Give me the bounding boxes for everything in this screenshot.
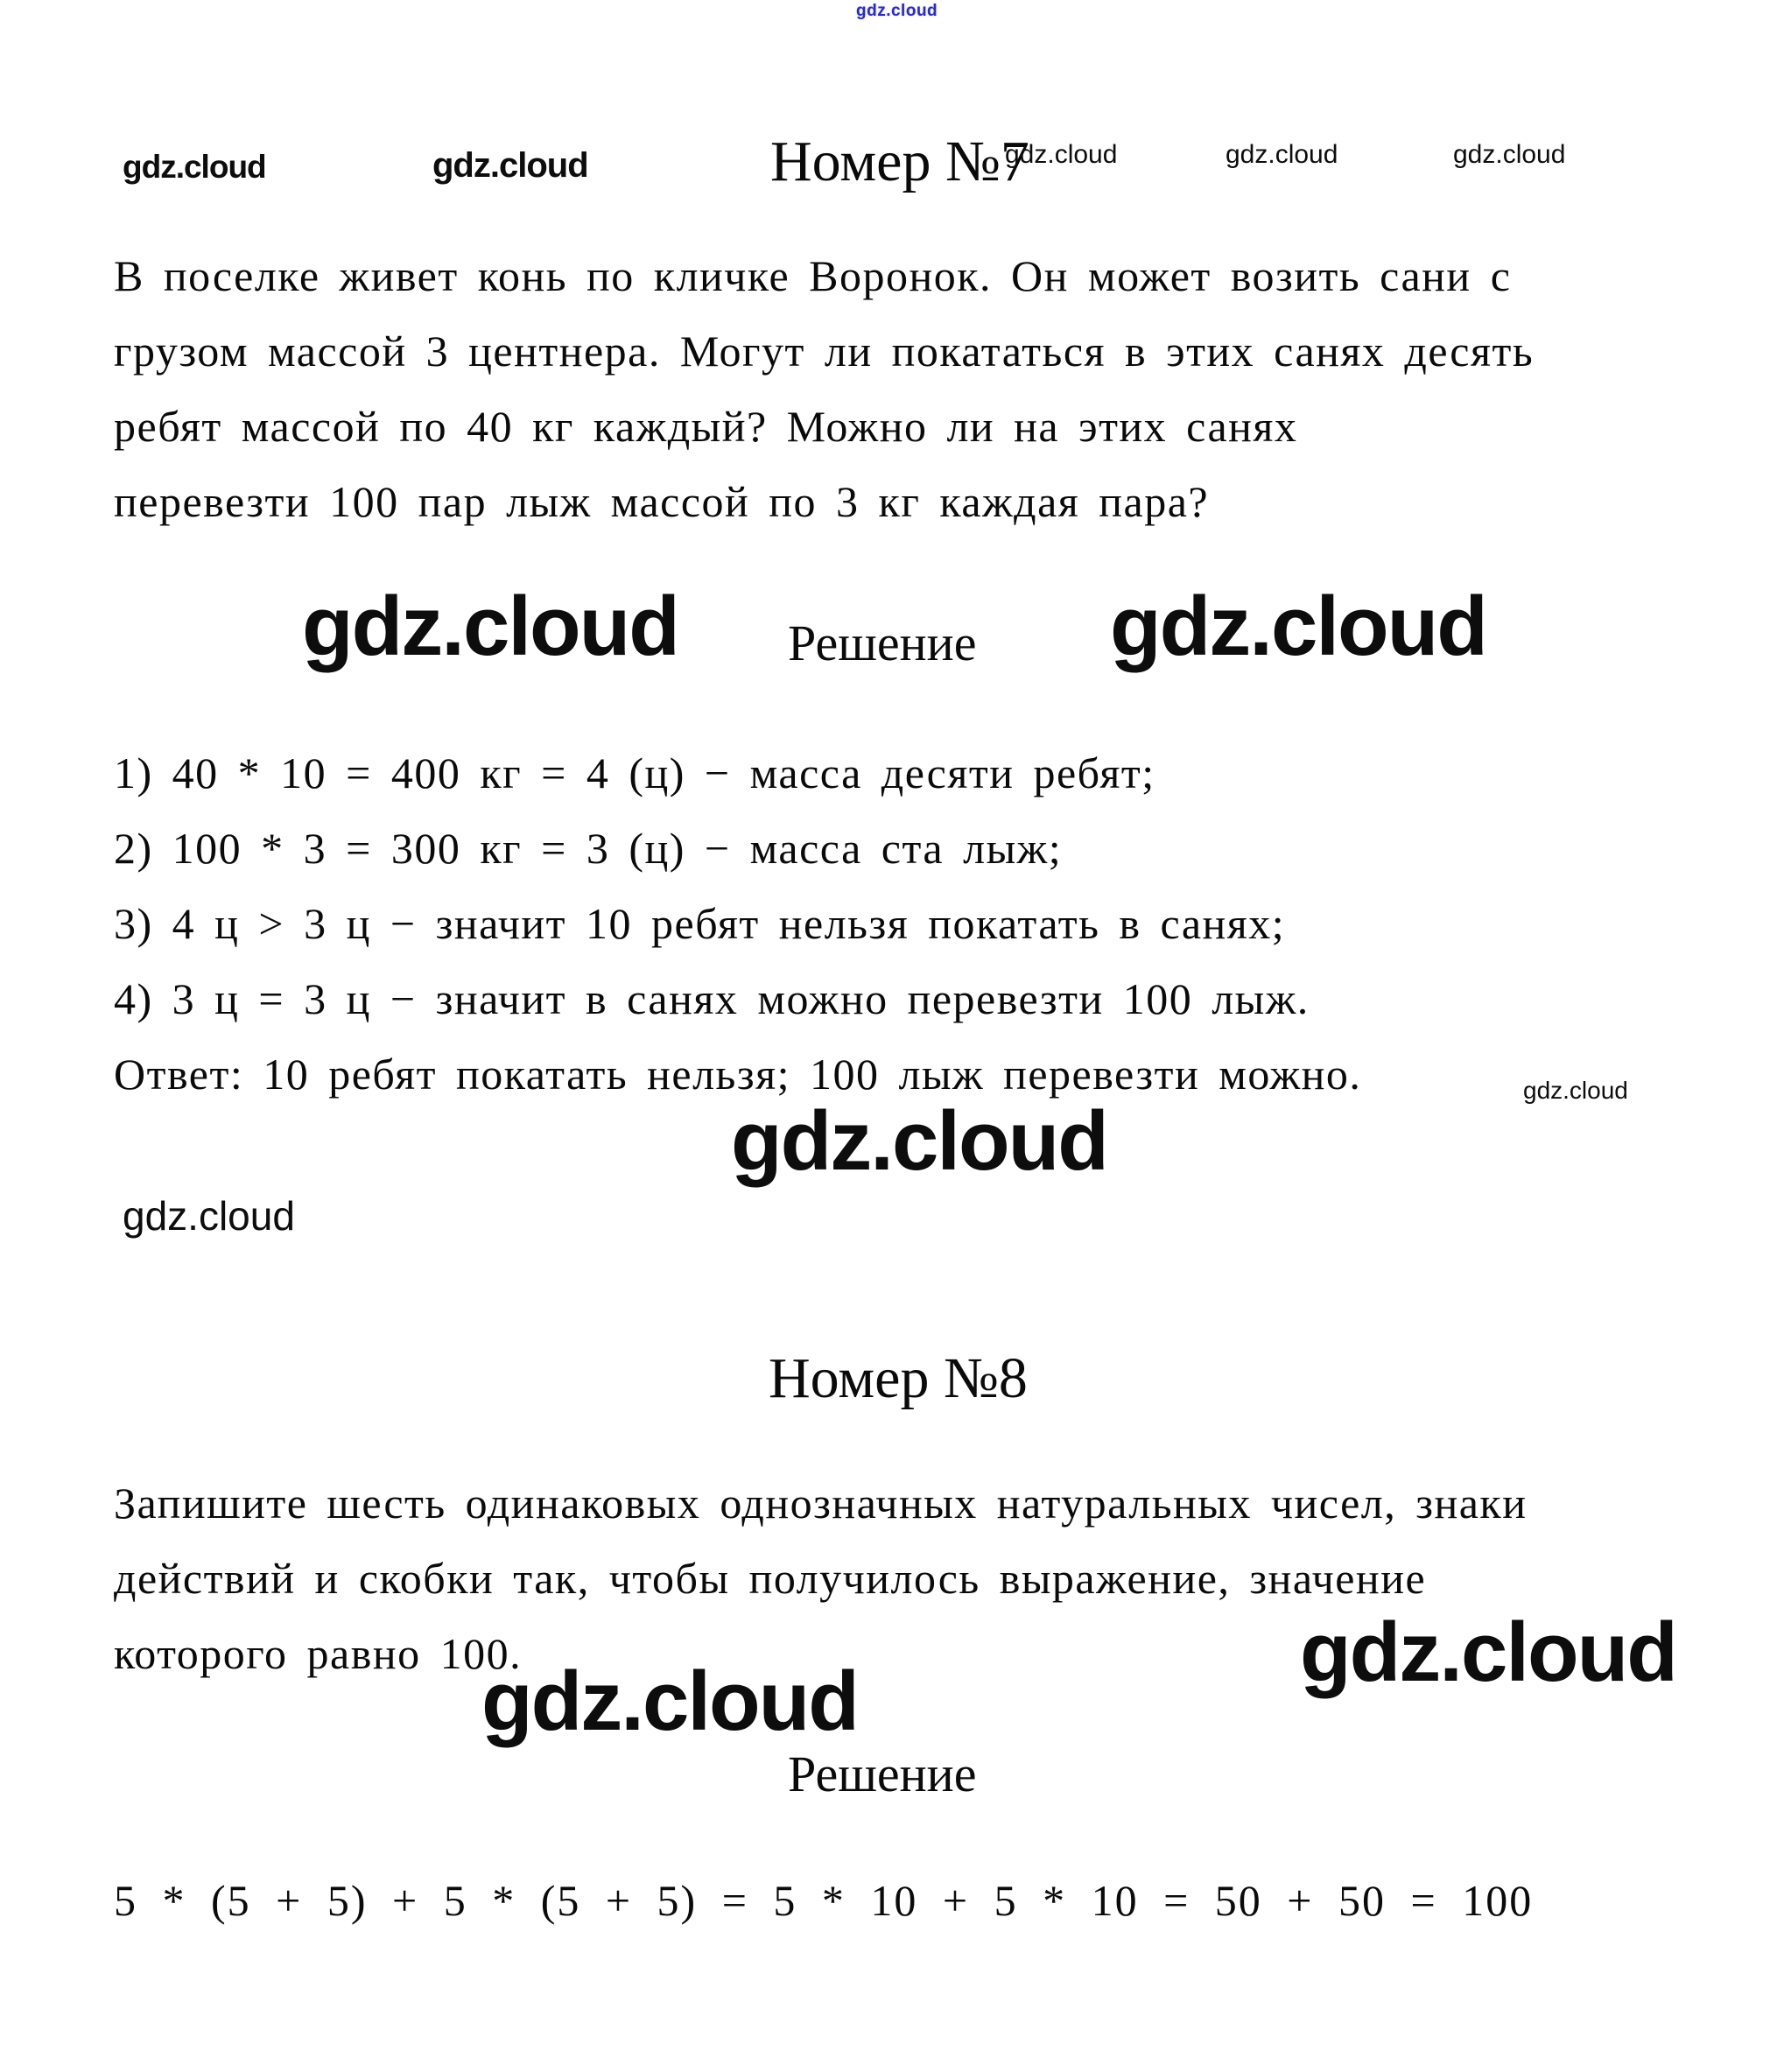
problem8-title: Номер №8 xyxy=(769,1346,1028,1410)
watermark-header-3: gdz.cloud xyxy=(1005,140,1118,169)
problem8-text-line-3: которого равно 100. xyxy=(114,1629,523,1678)
watermark-header-4: gdz.cloud xyxy=(1226,140,1338,169)
watermark-p8-right-large: gdz.cloud xyxy=(1300,1605,1676,1699)
problem7-text-line-2: грузом массой 3 центнера. Могут ли покататься в этих санях десять xyxy=(114,327,1535,376)
watermark-top-center: gdz.cloud xyxy=(856,2,938,20)
watermark-solution1-right: gdz.cloud xyxy=(1110,579,1486,673)
solution1-step-3: 3) 4 ц > 3 ц − значит 10 ребят нельзя покатать в санях; xyxy=(114,899,1286,948)
watermark-solution1-left: gdz.cloud xyxy=(302,579,678,673)
problem7-text xyxy=(114,238,1534,539)
problem7-text-line-4: перевезти 100 пар лыж массой по 3 кг каждая пара? xyxy=(114,477,1210,526)
solution1-steps xyxy=(114,735,1361,1112)
problem8-text-line-2: действий и скобки так, чтобы получилось выражение, значение xyxy=(114,1554,1427,1603)
solution1-step-4: 4) 3 ц = 3 ц − значит в санях можно перевезти 100 лыж. xyxy=(114,974,1310,1023)
watermark-header-5: gdz.cloud xyxy=(1453,140,1566,169)
watermark-mid-right-small: gdz.cloud xyxy=(1523,1077,1628,1104)
watermark-header-2: gdz.cloud xyxy=(432,146,588,185)
watermark-p8-center-large: gdz.cloud xyxy=(481,1654,858,1748)
watermark-header-1: gdz.cloud xyxy=(123,149,266,185)
watermark-mid-left: gdz.cloud xyxy=(123,1193,295,1239)
solution1-step-1: 1) 40 * 10 = 400 кг = 4 (ц) − масса десяти ребят; xyxy=(114,748,1155,797)
watermark-mid-center-large: gdz.cloud xyxy=(731,1094,1107,1188)
solution1-step-2: 2) 100 * 3 = 300 кг = 3 (ц) − масса ста лыж; xyxy=(114,824,1063,873)
solution2-label: Решение xyxy=(788,1745,977,1802)
problem7-title: Номер №7 xyxy=(770,130,1029,193)
solution2-equation: 5 * (5 + 5) + 5 * (5 + 5) = 5 * 10 + 5 * 10 = 50 + 50 = 100 xyxy=(114,1876,1534,1925)
solution1-label: Решение xyxy=(788,615,977,671)
solution1-answer: Ответ: 10 ребят покатать нельзя; 100 лыж перевезти можно. xyxy=(114,1050,1362,1099)
problem7-text-line-1: В поселке живет конь по кличке Воронок. Он может возить сани с xyxy=(114,251,1512,300)
problem7-text-line-3: ребят массой по 40 кг каждый? Можно ли на этих санях xyxy=(114,402,1298,451)
problem8-text-line-1: Запишите шесть одинаковых однозначных натуральных чисел, знаки xyxy=(114,1478,1528,1528)
